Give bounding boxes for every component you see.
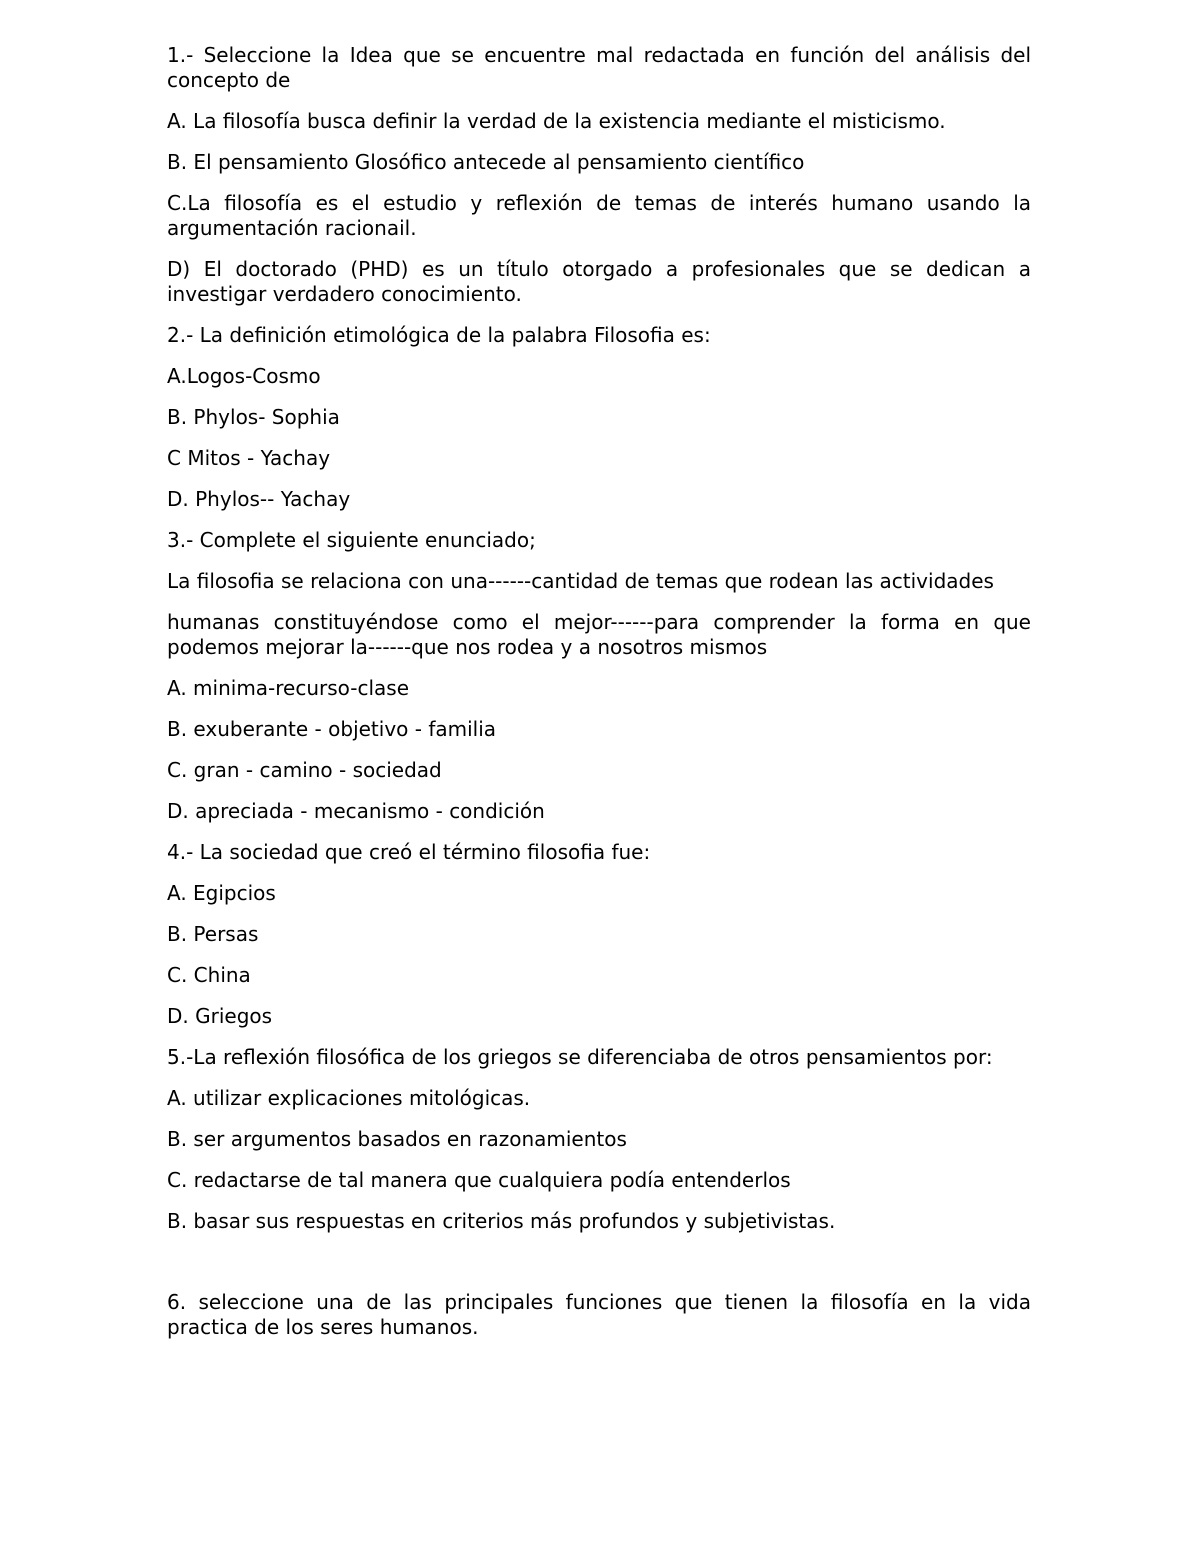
question-2-option-d: D. Phylos-- Yachay — [167, 487, 351, 511]
question-3-prompt: 3.- Complete el siguiente enunciado; — [167, 528, 536, 552]
question-1-option-c: C.La filosofía es el estudio y reflexión de temas de interés humano usando la argumentación racionail. — [167, 191, 1031, 240]
question-6-prompt: 6. seleccione una de las principales funciones que tienen la filosofía en la vida practica de los seres humanos. — [167, 1290, 1031, 1339]
question-2-option-b: B. Phylos- Sophia — [167, 405, 340, 429]
question-4-option-a: A. Egipcios — [167, 881, 276, 905]
question-4-option-b: B. Persas — [167, 922, 259, 946]
question-3-option-a: A. minima-recurso-clase — [167, 676, 410, 700]
question-1-option-d: D) El doctorado (PHD) es un título otorgado a profesionales que se dedican a investigar verdadero conocimiento. — [167, 257, 1031, 306]
question-1 — [167, 43, 1031, 307]
question-3 — [167, 528, 1031, 824]
question-3-option-c: C. gran - camino - sociedad — [167, 758, 442, 782]
question-3-option-d: D. apreciada - mecanismo - condición — [167, 799, 545, 823]
question-5-option-a: A. utilizar explicaciones mitológicas. — [167, 1086, 531, 1110]
question-2-option-c: C Mitos - Yachay — [167, 446, 331, 470]
question-1-prompt: 1.- Seleccione la Idea que se encuentre mal redactada en función del análisis del concepto de — [167, 43, 1031, 92]
question-5-option-d: B. basar sus respuestas en criterios más profundos y subjetivistas. — [167, 1209, 836, 1233]
question-4-prompt: 4.- La sociedad que creó el término filosofia fue: — [167, 840, 651, 864]
document-page — [167, 43, 1031, 1356]
question-3-text-1: La filosofia se relaciona con una------cantidad de temas que rodean las actividades — [167, 569, 994, 593]
question-4-option-d: D. Griegos — [167, 1004, 273, 1028]
question-1-option-a: A. La filosofía busca definir la verdad de la existencia mediante el misticismo. — [167, 109, 946, 133]
question-6 — [167, 1290, 1031, 1340]
question-5-option-c: C. redactarse de tal manera que cualquiera podía entenderlos — [167, 1168, 791, 1192]
question-4-option-c: C. China — [167, 963, 251, 987]
question-4 — [167, 840, 1031, 1029]
question-1-option-b: B. El pensamiento Glosófico antecede al pensamiento científico — [167, 150, 805, 174]
question-5-option-b: B. ser argumentos basados en razonamientos — [167, 1127, 627, 1151]
question-2 — [167, 323, 1031, 512]
question-2-option-a: A.Logos-Cosmo — [167, 364, 321, 388]
question-5-prompt: 5.-La reflexión filosófica de los griegos se diferenciaba de otros pensamientos por: — [167, 1045, 993, 1069]
question-3-option-b: B. exuberante - objetivo - familia — [167, 717, 497, 741]
question-2-prompt: 2.- La definición etimológica de la palabra Filosofia es: — [167, 323, 711, 347]
blank-space — [167, 1250, 1031, 1290]
question-3-text-2: humanas constituyéndose como el mejor------para comprender la forma en que podemos mejorar la------que nos rodea y a nosotros mismos — [167, 610, 1031, 659]
question-5 — [167, 1045, 1031, 1234]
